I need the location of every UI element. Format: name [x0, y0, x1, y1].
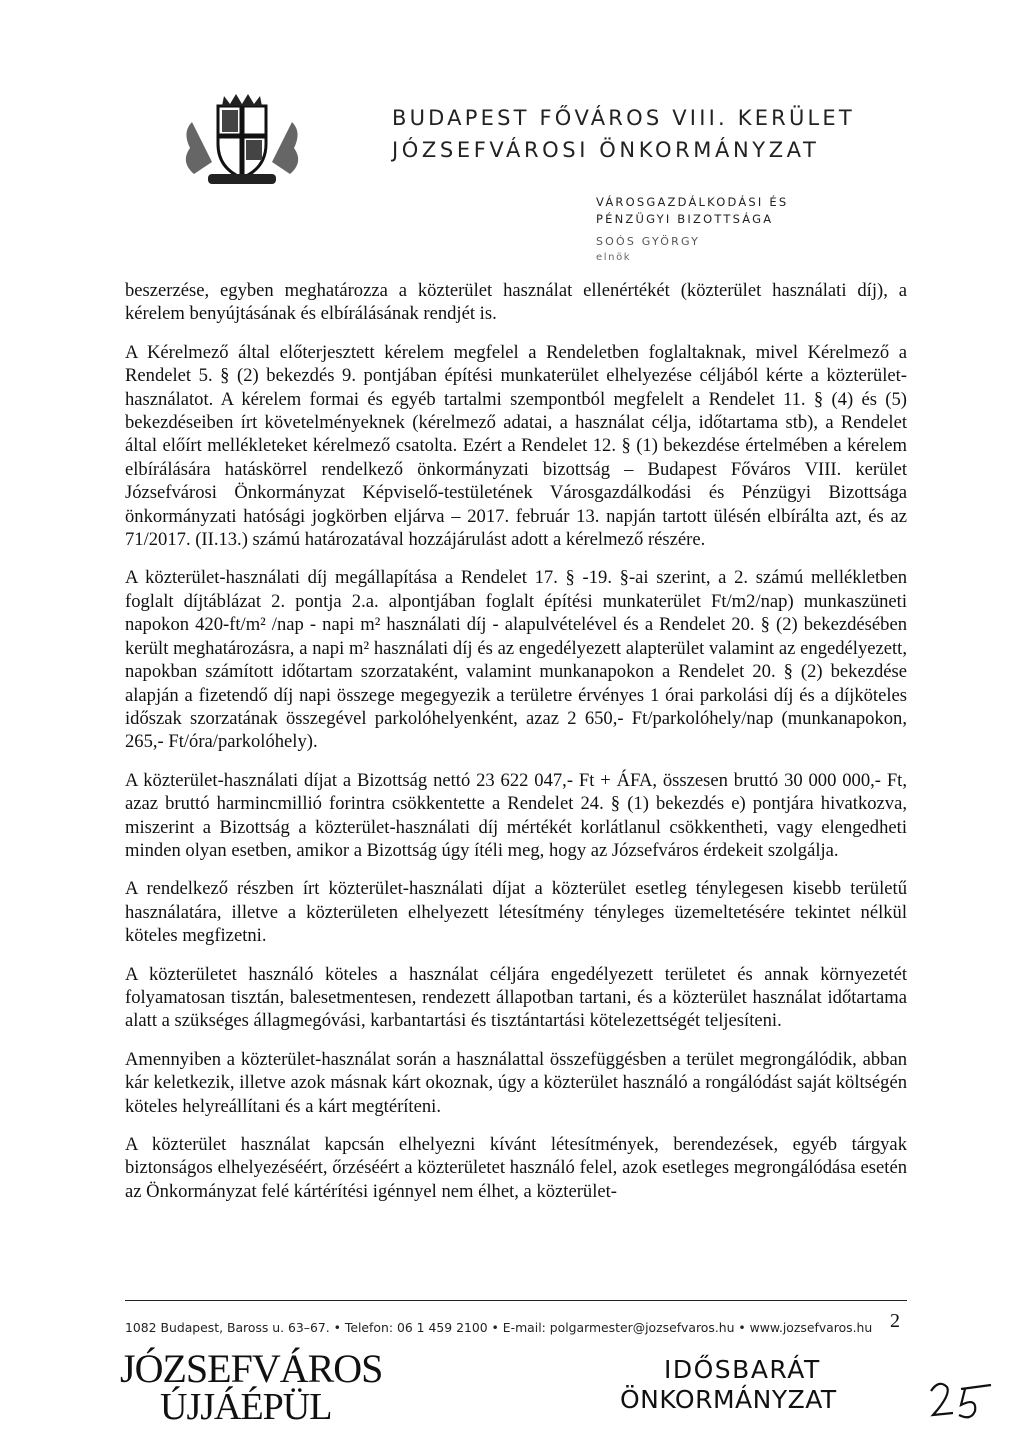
paragraph: Amennyiben a közterület-használat során a használattal összefüggésben a terület megrongálódik, abban kár keletkezik, illetve azok másnak kárt okoznak, úgy a közterület használó a rongálódást saját költségén köteles helyreállítani és a kárt megtéríteni. [125, 1048, 907, 1117]
paragraph: A közterület használat kapcsán elhelyezni kívánt létesítmények, berendezések, egyéb tárgyak biztonságos elhelyezéséért, őrzéséért a közterületet használó felel, azok esetleges megrongálódása esetén az Önkormányzat felé kártérítési igénnyel nem élhet, a közterület- [125, 1134, 907, 1202]
footer-contact: 1082 Budapest, Baross u. 63–67. • Telefon: 06 1 459 2100 • E-mail: polgarmester@jozsefvaros.hu • www.jozsefvaros.hu [125, 1320, 873, 1335]
footer-divider [125, 1300, 907, 1301]
header-government-line: JÓZSEFVÁROSI ÖNKORMÁNYZAT [392, 138, 820, 162]
paragraph: beszerzése, egyben meghatározza a közterület használat ellenértékét (közterület használati díj), a kérelem benyújtásának és elbírálásának rendjét is. [125, 280, 907, 325]
logo-left-line2: ÚJJÁÉPÜL [160, 1386, 332, 1428]
chair-title: elnök [596, 252, 632, 263]
chair-name: SOÓS GYÖRGY [596, 235, 701, 248]
committee-name-line1: VÁROSGAZDÁLKODÁSI ÉS [596, 195, 789, 209]
jozsefvaros-ujjaepul-logo [120, 1345, 383, 1435]
header-municipality-line: BUDAPEST FŐVÁROS VIII. KERÜLET [392, 106, 855, 130]
paragraph: A közterületet használó köteles a használat céljára engedélyezett területet és annak környezetét folyamatosan tisztán, balesetmentesen, rendezett állapotban tartani, és a közterület használat időtartama alatt a szükséges állagmegóvási, karbantartási és tisztántartási kötelezettségét teljesíteni. [125, 963, 907, 1032]
handwritten-page-mark [925, 1375, 995, 1425]
coat-of-arms-icon [172, 92, 312, 188]
paragraph: A rendelkező részben írt közterület-használati díjat a közterület esetleg ténylegesen kisebb területű használatára, illetve a közterületen elhelyezett létesítmény tényleges üzemeltetésére tekintet nélkül köteles megfizetni. [125, 878, 907, 947]
paragraph: A Kérelmező által előterjesztett kérelem megfelel a Rendeletben foglaltaknak, mivel Kérelmező a Rendelet 5. § (2) bekezdés 9. pontjában építési munkaterület elhelyezése céljából kérte a közterület-használatot. A kérelem formai és egyéb tartalmi szempontból megfelelt a Rendelet 11. § (4) és (5) bekezdéseiben írt követelményeknek (kérelmező adatai, a használat célja, időtartama stb), a Rendelet által előírt mellékleteket kérelmező csatolta. Ezért a Rendelet 12. § (1) bekezdése értelmében a kérelem elbírálására hatáskörrel rendelkező önkormányzati bizottság – Budapest Főváros VIII. kerület Józsefvárosi Önkormányzat Képviselő-testületének Városgazdálkodási és Pénzügyi Bizottsága önkormányzati hatósági jogkörben eljárva – 2017. február 13. napján tartott ülésén elbírálta azt, és az 71/2017. (II.13.) számú határozatával hozzájárulást adott a kérelmező részére. [125, 341, 907, 551]
paragraph: A közterület-használati díjat a Bizottság nettó 23 622 047,- Ft + ÁFA, összesen bruttó 30 000 000,- Ft, azaz bruttó harmincmillió forintra csökkentette a Rendelet 24. § (1) bekezdés e) pontjára hivatkozva, miszerint a Bizottság a közterület-használati díj mértékét korlátlanul csökkentheti, vagy elengedheti minden olyan esetben, amikor a Bizottság úgy ítéli meg, hogy az Józsefváros érdekeit szolgálja. [125, 769, 907, 861]
logo-left-line1: JÓZSEFVÁROS [120, 1346, 383, 1391]
logo-right-line2: ÖNKORMÁNYZAT [620, 1385, 837, 1414]
document-body [125, 279, 907, 1218]
page-number: 2 [890, 1310, 900, 1332]
paragraph: A közterület-használati díj megállapítása a Rendelet 17. § -19. §-ai szerint, a 2. számú mellékletben foglalt díjtáblázat 2. pontja 2.a. alpontjában foglalt építési munkaterület Ft/m2/nap) munkaszüneti napokon 420-ft/m² /nap - napi m² használati díj - alapulvételével és a Rendelet 20. § (2) bekezdésében került meghatározásra, a napi m² használati díj és az engedélyezett alapterület valamint az engedélyezett, napokban számított időtartam szorzataként, valamint munkanapokon a Rendelet 20. § (2) bekezdése alapján a fizetendő díj napi összege megegyezik a területre érvényes 1 órai parkolási díj és a díjköteles időszak szorzatának összegével parkolóhelyenként, azaz 2 650,- Ft/parkolóhely/nap (munkanapokon, 265,- Ft/óra/parkolóhely). [125, 567, 907, 753]
committee-name-line2: PÉNZÜGYI BIZOTTSÁGA [596, 212, 774, 226]
logo-right-line1: IDŐSBARÁT [664, 1355, 821, 1384]
idosbarat-onkormanyzat-logo [620, 1355, 880, 1435]
